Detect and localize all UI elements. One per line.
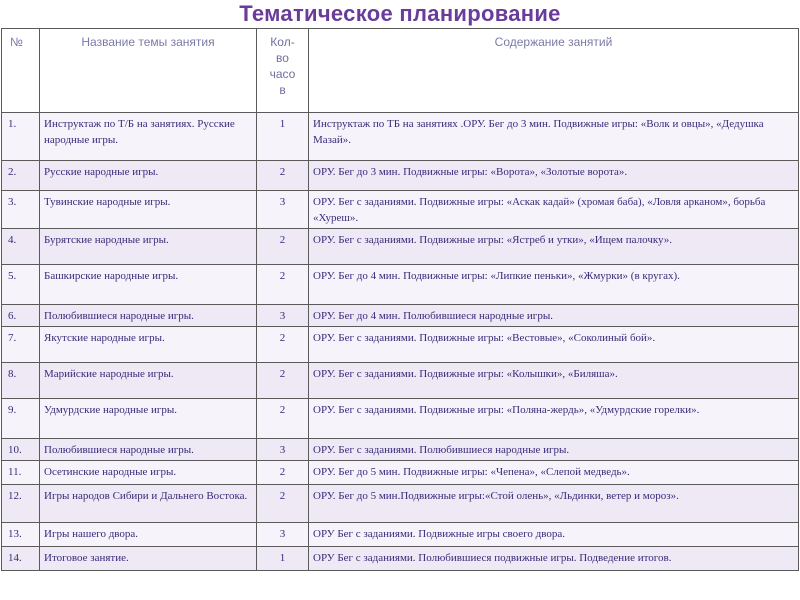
row-hours: 3	[257, 439, 309, 461]
row-content: ОРУ. Бег с заданиями. Подвижные игры: «Аскак кадай» (хромая баба), «Ловля арканом», борьба «Хуреш».	[309, 191, 799, 229]
row-topic-name: Осетинские народные игры.	[40, 461, 257, 485]
table-row	[2, 161, 799, 191]
row-number: 8.	[2, 363, 40, 399]
row-topic-name: Бурятские народные игры.	[40, 229, 257, 265]
row-number: 5.	[2, 265, 40, 305]
row-content: ОРУ. Бег до 4 мин. Подвижные игры: «Липкие пеньки», «Жмурки» (в кругах).	[309, 265, 799, 305]
table-body	[2, 113, 799, 571]
table-row	[2, 327, 799, 363]
row-topic-name: Полюбившиеся народные игры.	[40, 439, 257, 461]
table-row	[2, 305, 799, 327]
row-hours: 2	[257, 161, 309, 191]
row-topic-name: Инструктаж по Т/Б на занятиях. Русские народные игры.	[40, 113, 257, 161]
header-hours-line: часо	[269, 67, 296, 81]
row-hours: 3	[257, 523, 309, 547]
row-number: 7.	[2, 327, 40, 363]
row-hours: 2	[257, 461, 309, 485]
header-hours-line: в	[279, 83, 286, 97]
table-row	[2, 363, 799, 399]
row-number: 9.	[2, 399, 40, 439]
row-content: ОРУ. Бег до 5 мин. Подвижные игры: «Чепена», «Слепой медведь».	[309, 461, 799, 485]
row-number: 1.	[2, 113, 40, 161]
row-topic-name: Итоговое занятие.	[40, 547, 257, 571]
row-topic-name: Русские народные игры.	[40, 161, 257, 191]
header-hours-line: Кол-	[270, 35, 295, 49]
row-topic-name: Удмурдские народные игры.	[40, 399, 257, 439]
row-content: ОРУ. Бег с заданиями. Подвижные игры: «Колышки», «Биляша».	[309, 363, 799, 399]
row-number: 10.	[2, 439, 40, 461]
table-row	[2, 523, 799, 547]
row-hours: 2	[257, 265, 309, 305]
row-number: 6.	[2, 305, 40, 327]
table-header-row	[2, 29, 799, 113]
table-row	[2, 439, 799, 461]
thematic-plan-table	[1, 28, 799, 571]
table-row	[2, 113, 799, 161]
table-row	[2, 547, 799, 571]
row-content: ОРУ. Бег с заданиями. Полюбившиеся народные игры.	[309, 439, 799, 461]
table-row	[2, 399, 799, 439]
row-content: ОРУ. Бег с заданиями. Подвижные игры: «Ястреб и утки», «Ищем палочку».	[309, 229, 799, 265]
header-number: №	[2, 29, 40, 113]
row-hours: 1	[257, 113, 309, 161]
row-topic-name: Тувинские народные игры.	[40, 191, 257, 229]
row-number: 4.	[2, 229, 40, 265]
table-row	[2, 229, 799, 265]
table-row	[2, 265, 799, 305]
row-number: 12.	[2, 485, 40, 523]
table-row	[2, 485, 799, 523]
row-content: ОРУ. Бег с заданиями. Подвижные игры: «Поляна-жердь», «Удмурдские горелки».	[309, 399, 799, 439]
row-topic-name: Марийские народные игры.	[40, 363, 257, 399]
row-number: 11.	[2, 461, 40, 485]
row-topic-name: Башкирские народные игры.	[40, 265, 257, 305]
header-content: Содержание занятий	[309, 29, 799, 113]
row-hours: 2	[257, 485, 309, 523]
header-topic-name: Название темы занятия	[40, 29, 257, 113]
row-number: 3.	[2, 191, 40, 229]
row-hours: 2	[257, 363, 309, 399]
row-content: ОРУ. Бег до 3 мин. Подвижные игры: «Ворота», «Золотые ворота».	[309, 161, 799, 191]
row-topic-name: Игры народов Сибири и Дальнего Востока.	[40, 485, 257, 523]
row-hours: 3	[257, 305, 309, 327]
row-content: ОРУ Бег с заданиями. Подвижные игры своего двора.	[309, 523, 799, 547]
row-number: 2.	[2, 161, 40, 191]
header-hours-line: во	[276, 51, 289, 65]
row-number: 13.	[2, 523, 40, 547]
table-row	[2, 191, 799, 229]
row-number: 14.	[2, 547, 40, 571]
row-hours: 2	[257, 229, 309, 265]
table-row	[2, 461, 799, 485]
page-title: Тематическое планирование	[239, 1, 561, 26]
row-content: ОРУ. Бег с заданиями. Подвижные игры: «Вестовые», «Соколиный бой».	[309, 327, 799, 363]
row-content: ОРУ. Бег до 5 мин.Подвижные игры:«Стой олень», «Льдинки, ветер и мороз».	[309, 485, 799, 523]
row-hours: 1	[257, 547, 309, 571]
row-topic-name: Игры нашего двора.	[40, 523, 257, 547]
row-hours: 3	[257, 191, 309, 229]
row-hours: 2	[257, 327, 309, 363]
row-topic-name: Якутские народные игры.	[40, 327, 257, 363]
row-hours: 2	[257, 399, 309, 439]
row-content: ОРУ. Бег до 4 мин. Полюбившиеся народные игры.	[309, 305, 799, 327]
row-content: ОРУ Бег с заданиями. Полюбившиеся подвижные игры. Подведение итогов.	[309, 547, 799, 571]
row-topic-name: Полюбившиеся народные игры.	[40, 305, 257, 327]
row-content: Инструктаж по ТБ на занятиях .ОРУ. Бег до 3 мин. Подвижные игры: «Волк и овцы», «Дедушка Мазай».	[309, 113, 799, 161]
header-hours	[257, 29, 309, 113]
